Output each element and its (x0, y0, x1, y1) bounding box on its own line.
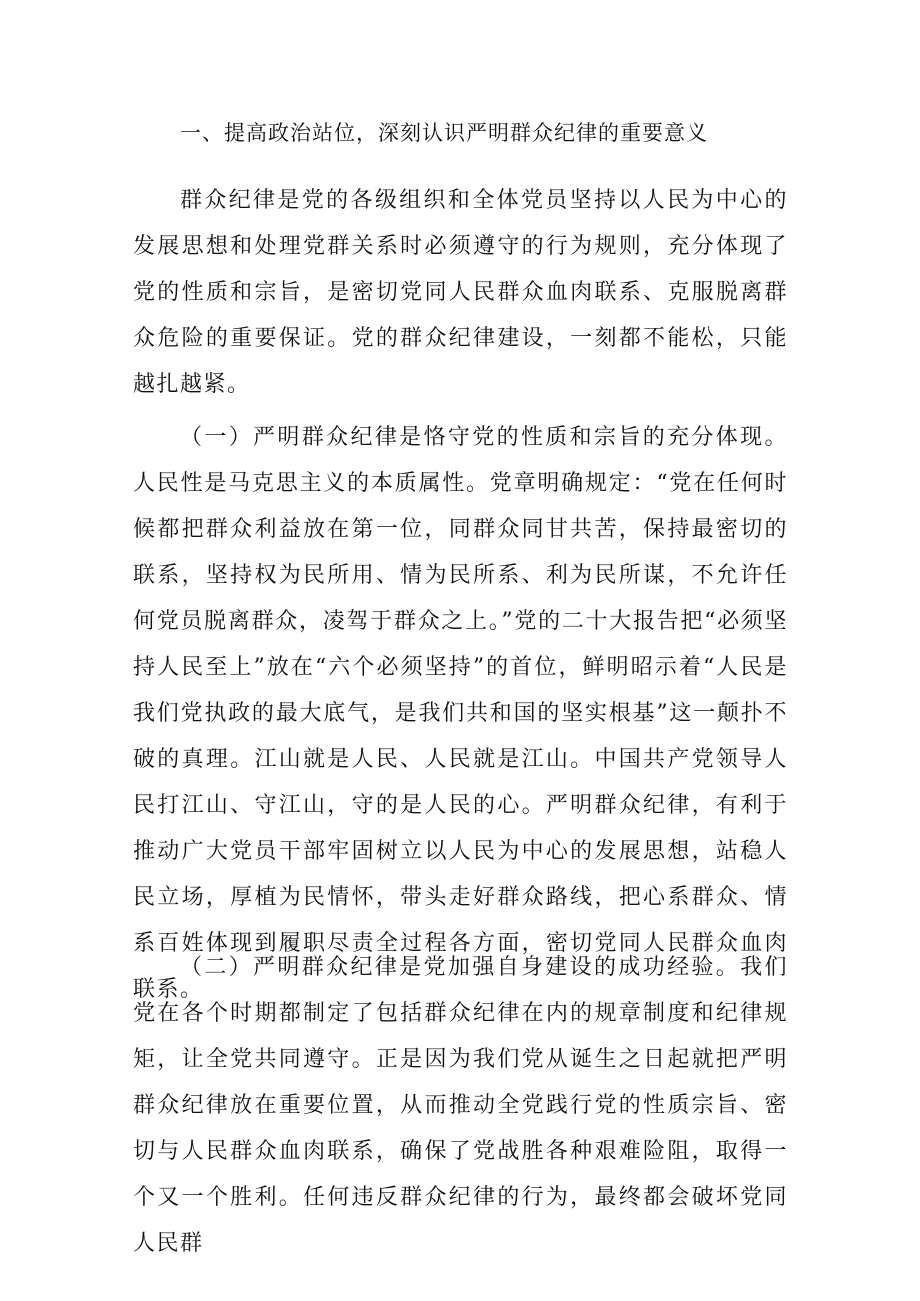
paragraph-point-two: （二）严明群众纪律是党加强自身建设的成功经验。我们党在各个时期都制定了包括群众纪律在内的规章制度和纪律规矩，让全党共同遵守。正是因为我们党从诞生之日起就把严明群众纪律放在重要位置，从而推动全党践行党的性质宗旨、密切与人民群众血肉联系，确保了党战胜各种艰难险阻，取得一个又一个胜利。任何违反群众纪律的行为，最终都会破坏党同人民群 (133, 955, 788, 1256)
paragraph-point-one: （一）严明群众纪律是恪守党的性质和宗旨的充分体现。人民性是马克思主义的本质属性。党章明确规定：“党在任何时候都把群众利益放在第一位，同群众同甘共苦，保持最密切的联系，坚持权为民所用、情为民所系、利为民所谋，不允许任何党员脱离群众，凌驾于群众之上。”党的二十大报告把“必须坚持人民至上”放在“六个必须坚持”的首位，鲜明昭示着“人民是我们党执政的最大底气，是我们共和国的坚实根基”这一颠扑不破的真理。江山就是人民、人民就是江山。中国共产党领导人民打江山、守江山，守的是人民的心。严明群众纪律，有利于推动广大党员干部牢固树立以人民为中心的发展思想，站稳人民立场，厚植为民情怀，带头走好群众路线，把心系群众、情系百姓体现到履职尽责全过程各方面，密切党同人民群众血肉联系。 (133, 425, 788, 1002)
section-heading: 一、提高政治站位，深刻认识严明群众纪律的重要意义 (180, 121, 708, 145)
paragraph-intro: 群众纪律是党的各级组织和全体党员坚持以人民为中心的发展思想和处理党群关系时必须遵守的行为规则，充分体现了党的性质和宗旨，是密切党同人民群众血肉联系、克服脱离群众危险的重要保证。党的群众纪律建设，一刻都不能松，只能越扎越紧。 (133, 188, 788, 397)
